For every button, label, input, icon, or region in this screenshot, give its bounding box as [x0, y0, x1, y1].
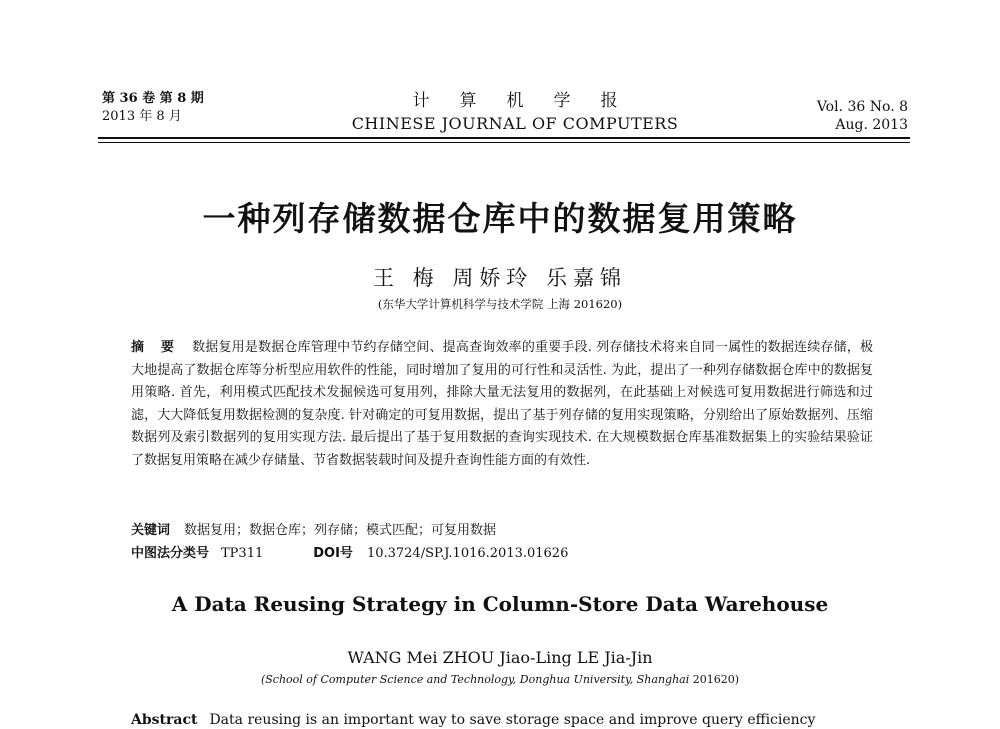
journal-name-cn: 计算机学报 [412, 91, 648, 111]
abstract-cn-text: 数据复用是数据仓库管理中节约存储空间、提高查询效率的重要手段. 列存储技术将来自同一属性的数据连续存储，极大地提高了数据仓库等分析型应用软件的性能，同时增加了复用的可行性和灵活性. 为此，提出了一种列存储数据仓库中的数据复用策略. 首先，利用模式匹配技术发掘候选可复用列，排除大量无法复用的数据列，在此基础上对候选可复用数据进行筛选和过滤，大大降低复用数据检测的复杂度. 针对确定的可复用数据，提出了基于列存储的复用实现策略，分别给出了原始数据列、压缩数据列及索引数据列的复用实现方法. 最后提出了基于复用数据的查询实现技术. 在大规模数据仓库基准数据集上的实验结果验证了数据复用策略在减少存储量、节省数据装载时间及提升查询性能方面的有效性. [131, 340, 873, 468]
abstract-en-label: Abstract [131, 712, 198, 728]
vol-no: Vol. 36 No. 8 [816, 99, 908, 115]
journal-name [300, 90, 730, 134]
volume-issue: 第 36 卷 第 8 期 [102, 91, 204, 106]
header-rule-thick [98, 137, 910, 139]
affiliation-en-postcode: 201620) [692, 673, 740, 686]
affiliation-en-text: (School of Computer Science and Technology, Donghua University, Shanghai [260, 673, 690, 686]
authors-cn: 王 梅 周娇玲 乐嘉锦 [372, 266, 628, 290]
classification-code: TP311 [221, 546, 264, 561]
issue-date-en: Aug. 2013 [835, 117, 908, 133]
abstract-cn [131, 337, 873, 472]
journal-issue-info [102, 90, 204, 126]
doi-value: 10.3724/SP.J.1016.2013.01626 [366, 546, 569, 561]
abstract-en [131, 711, 873, 729]
affiliation-cn: (东华大学计算机科学与技术学院 上海 201620) [377, 297, 623, 311]
keywords-label: 关键词 [131, 523, 171, 538]
doi-label: DOI号 [313, 546, 353, 561]
journal-volume-info [817, 98, 908, 134]
affiliation-en [0, 673, 1000, 686]
keywords-cn [131, 519, 496, 538]
paper-title-cn: 一种列存储数据仓库中的数据复用策略 [202, 199, 798, 238]
paper-title-en: A Data Reusing Strategy in Column-Store Data Warehouse [171, 592, 829, 616]
authors-en: WANG Mei ZHOU Jiao-Ling LE Jia-Jin [347, 648, 653, 667]
classification-label: 中图法分类号 [131, 546, 210, 561]
keywords-text: 数据复用；数据仓库；列存储；模式匹配；可复用数据 [184, 523, 497, 538]
header-rule-thin [98, 142, 910, 143]
abstract-cn-label: 摘 要 [131, 340, 181, 355]
classification-line [131, 542, 568, 561]
abstract-en-text: Data reusing is an important way to save storage space and improve query efficiency [209, 712, 816, 728]
issue-date-cn: 2013 年 8 月 [102, 109, 182, 124]
journal-name-en: CHINESE JOURNAL OF COMPUTERS [351, 114, 679, 133]
